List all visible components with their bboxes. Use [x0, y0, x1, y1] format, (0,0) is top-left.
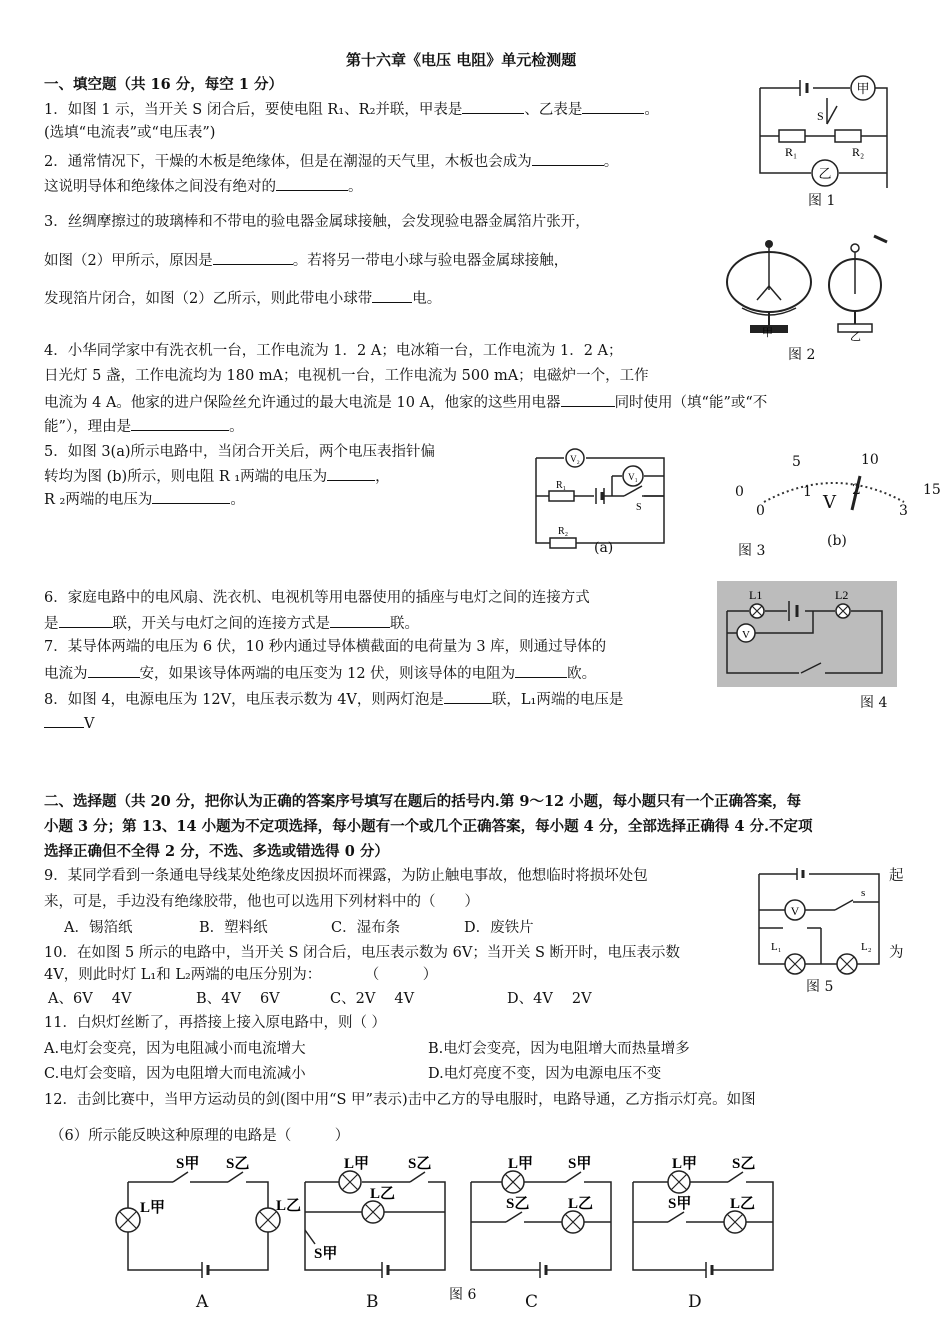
- section1-heading: 一、填空题（共 16 分，每空 1 分）: [44, 76, 283, 93]
- q6-text2c: 联。: [390, 616, 419, 632]
- figure6-circuit-c: [466, 1152, 616, 1282]
- q8-blank-b[interactable]: [44, 713, 84, 728]
- fig6c-s-jia: S甲: [568, 1156, 592, 1172]
- q3-line1: 3．丝绸摩擦过的玻璃棒和不带电的验电器金属球接触，会发现验电器金属箔片张开，: [44, 214, 590, 230]
- q10-option-a[interactable]: A、6V 4V: [48, 991, 132, 1007]
- q8-text: 8．如图 4，电源电压为 12V，电压表示数为 4V，则两灯泡是: [44, 692, 444, 708]
- fig6b-l-yi: L乙: [370, 1186, 396, 1202]
- fig3-r2-label: R₂: [558, 526, 569, 537]
- fig6a-s-jia: S甲: [176, 1156, 200, 1172]
- fig6b-l-jia: L甲: [344, 1156, 370, 1172]
- q5-blank-a[interactable]: [327, 466, 375, 481]
- fig2-label-a: 甲: [762, 327, 773, 339]
- q5-line3: [44, 489, 245, 510]
- q3-text2: 如图（2）甲所示，原因是: [44, 253, 213, 269]
- q4-text4b: 。: [229, 419, 244, 435]
- q2-blank-b[interactable]: [276, 176, 348, 191]
- q2-end: 。: [603, 154, 619, 170]
- section2-heading-2: 小题 3 分；第 13、14 小题为不定项选择，每小题有一个或几个正确答案，每小题 4 分，全部选择正确得 4 分.不定项: [44, 818, 813, 835]
- fig6a-l-yi: L乙: [276, 1198, 302, 1214]
- q2-end2: 。: [348, 179, 363, 195]
- fig5-l1-label: L₁: [771, 941, 782, 953]
- q6-text2: 是: [44, 616, 59, 632]
- fig3-scale-bottom-1: 1: [803, 484, 812, 500]
- fig1-meter-b: 乙: [818, 166, 832, 181]
- fig1-r2-label: R₂: [852, 145, 865, 159]
- q2-line1: [44, 151, 618, 172]
- q9-option-c[interactable]: C．湿布条: [331, 920, 401, 936]
- fig3-v1-label: V₁: [628, 472, 638, 482]
- fig6c-l-yi: L乙: [568, 1196, 594, 1212]
- fig4-meter-label: V: [742, 629, 750, 641]
- fig2-caption: 图 2: [788, 347, 816, 363]
- q4-line1: 4．小华同学家中有洗衣机一台，工作电流为 1．2 A；电冰箱一台，工作电流为 1．2 A；: [44, 343, 623, 359]
- fig3-scale-top-15: 15: [923, 482, 941, 498]
- figure6-circuit-b: [300, 1152, 450, 1282]
- fig5-l2-label: L₂: [861, 941, 872, 953]
- fig3-scale-bottom-2: 2: [852, 482, 861, 498]
- figure4-circuit: [717, 581, 897, 687]
- q11-option-c[interactable]: C.电灯会变暗，因为电阻增大而电流减小: [44, 1066, 306, 1082]
- q6-blank-a[interactable]: [59, 613, 113, 628]
- q4-line4: [44, 416, 244, 437]
- q10-line2: 4V，则此时灯 L₁和 L₂两端的电压分别为： （ ）: [44, 967, 438, 983]
- q3-text3b: 电。: [412, 291, 442, 307]
- fig6b-s-yi: S乙: [408, 1156, 432, 1172]
- q4-text4: 能”），理由是: [44, 419, 132, 435]
- q8-line2: [44, 713, 94, 734]
- q12-line2: （6）所示能反映这种原理的电路是（ ）: [50, 1128, 350, 1144]
- q11-option-a[interactable]: A.电灯会变亮，因为电阻减小而电流增大: [44, 1041, 306, 1057]
- fig6a-l-jia: L甲: [140, 1200, 166, 1216]
- q1-mid: 、乙表是: [524, 102, 583, 118]
- q5-text2: 转均为图 (b)所示，则电阻 R ₁两端的电压为: [44, 469, 328, 485]
- fig6c-l-jia: L甲: [508, 1156, 534, 1172]
- fig6-option-c[interactable]: C: [525, 1292, 539, 1312]
- q3-blank-b[interactable]: [372, 288, 412, 303]
- q7-line1: 7．某导体两端的电压为 6 伏，10 秒内通过导体横截面的电荷量为 3 库，则通过导体的: [44, 639, 607, 655]
- q7-blank-b[interactable]: [515, 663, 567, 678]
- q2-text2: 这说明导体和绝缘体之间没有绝对的: [44, 179, 276, 195]
- q9-line2: 来，可是，手边没有绝缘胶带，他也可以选用下列材料中的（ ）: [44, 894, 479, 910]
- q4-line3: [44, 392, 767, 413]
- q5-line1: 5．如图 3(a)所示电路中，当闭合开关后，两个电压表指针偏: [44, 444, 436, 460]
- q9-option-d[interactable]: D．废铁片: [464, 920, 534, 936]
- q8-blank-a[interactable]: [444, 689, 492, 704]
- q5-text3: R ₂两端的电压为: [44, 492, 153, 508]
- fig1-r1-label: R₁: [785, 145, 798, 159]
- q5-line2: [44, 466, 390, 487]
- fig3-v2-label: V₂: [570, 454, 580, 464]
- figure6-circuit-a: [118, 1152, 302, 1282]
- q3-blank-a[interactable]: [213, 250, 293, 265]
- q11-option-d[interactable]: D.电灯亮度不变，因为电源电压不变: [428, 1066, 662, 1082]
- q7-line2: [44, 663, 596, 684]
- fig6-option-a[interactable]: A: [196, 1292, 209, 1312]
- q11-option-b[interactable]: B.电灯会变亮，因为电阻增大而热量增多: [428, 1041, 690, 1057]
- fig3-r1-label: R₁: [556, 480, 567, 491]
- fig1-switch-label: S: [817, 109, 824, 123]
- fig1-meter-a: 甲: [856, 81, 870, 96]
- fig3-caption: 图 3: [738, 543, 766, 559]
- q5-text3b: 。: [230, 492, 245, 508]
- figure1-circuit: [755, 76, 895, 186]
- fig3-scale-bottom-0: 0: [756, 503, 765, 519]
- q2-text: 2．通常情况下，干燥的木板是绝缘体，但是在潮湿的天气里，木板也会成为: [44, 154, 532, 170]
- page-title: 第十六章《电压 电阻》单元检测题: [346, 51, 577, 69]
- q3-line3: [44, 288, 441, 309]
- q1-end: 。: [644, 102, 659, 118]
- fig3-scale-top-0: 0: [735, 484, 744, 500]
- q3-line2: [44, 250, 568, 271]
- q3-text2b: 。若将另一带电小球与验电器金属球接触，: [292, 253, 569, 269]
- q4-blank-b[interactable]: [131, 416, 229, 431]
- q7-text2: 电流为: [44, 666, 88, 682]
- q1-text: 1．如图 1 示，当开关 S 闭合后，要使电阻 R₁、R₂并联，甲表是: [44, 102, 463, 118]
- q10-option-d[interactable]: D、4V 2V: [507, 991, 592, 1007]
- fig4-l1-label: L1: [749, 588, 763, 602]
- fig5-caption: 图 5: [806, 979, 834, 995]
- q4-blank-a[interactable]: [561, 392, 615, 407]
- q1-line1: [44, 99, 659, 120]
- q4-line2: 日光灯 5 盏，工作电流均为 180 mA；电视机一台，工作电流为 500 mA；电磁炉一个，工作: [44, 368, 649, 384]
- fig3-scale-top-5: 5: [792, 454, 801, 470]
- q6-line1: 6．家庭电路中的电风扇、洗衣机、电视机等用电器使用的插座与电灯之间的连接方式: [44, 590, 590, 606]
- q7-blank-a[interactable]: [88, 663, 140, 678]
- figure2-electroscopes: [712, 230, 902, 343]
- fig5-meter-label: V: [790, 904, 800, 918]
- fig6-option-b[interactable]: B: [366, 1292, 379, 1312]
- q10-line1: 10．在如图 5 所示的电路中，当开关 S 闭合后，电压表示数为 6V；当开关 S 断开时，电压表示数: [44, 945, 680, 961]
- q10-option-c[interactable]: C、2V 4V: [330, 991, 415, 1007]
- q6-text2b: 联，开关与电灯之间的连接方式是: [112, 616, 330, 632]
- q2-blank-a[interactable]: [532, 151, 604, 166]
- fig3-scale-top-10: 10: [861, 452, 879, 468]
- q9-line1-tail: 起: [889, 868, 904, 884]
- q10-option-b[interactable]: B、4V 6V: [196, 991, 280, 1007]
- fig2-label-b: 乙: [850, 331, 861, 343]
- fig4-caption: 图 4: [860, 695, 888, 711]
- fig3-unit: V: [823, 492, 836, 513]
- section2-heading-3: 选择正确但不全得 2 分，不选、多选或错选得 0 分）: [44, 843, 389, 860]
- q9-option-b[interactable]: B．塑料纸: [199, 920, 268, 936]
- fig6a-s-yi: S乙: [226, 1156, 250, 1172]
- q5-text2b: ，: [375, 469, 390, 485]
- q6-blank-b[interactable]: [330, 613, 390, 628]
- q8-text-mid: 联，L₁两端的电压是: [491, 692, 624, 708]
- figure5-circuit: [757, 868, 883, 978]
- q8-unit: V: [84, 716, 95, 732]
- fig4-l2-label: L2: [835, 588, 849, 602]
- fig6-caption: 图 6: [449, 1287, 477, 1303]
- q9-line1: 9．某同学看到一条通电导线某处绝缘皮因损坏而裸露，为防止触电事故，他想临时将损坏处包: [44, 868, 648, 884]
- q9-option-a[interactable]: A．锡箔纸: [64, 920, 133, 936]
- fig6d-s-jia: S甲: [668, 1196, 692, 1212]
- q1-blank-a[interactable]: [462, 99, 524, 114]
- q1-blank-b[interactable]: [582, 99, 644, 114]
- q4-text3: 电流为 4 A。他家的进户保险丝允许通过的最大电流是 10 A，他家的这些用电器: [44, 395, 561, 411]
- fig3-scale-bottom-3: 3: [899, 503, 908, 519]
- q5-blank-b[interactable]: [152, 489, 230, 504]
- q10-line1-tail: 为: [889, 945, 904, 961]
- q12-line1: 12．击剑比赛中，当甲方运动员的剑(图中用“S 甲”表示)击中乙方的导电服时，电路导通，乙方指示灯亮。如图: [44, 1092, 756, 1108]
- figure6-circuit-d: [628, 1152, 778, 1282]
- section2-heading-1: 二、选择题（共 20 分，把你认为正确的答案序号填写在题后的括号内.第 9～12 小题，每小题只有一个正确答案，每: [44, 793, 802, 810]
- q1-line2: (选填“电流表”或“电压表”): [44, 125, 216, 141]
- q11-line1: 11．白炽灯丝断了，再搭接上接入原电路中，则（ ）: [44, 1015, 387, 1031]
- q4-text3b: 同时使用（填“能”或“不: [614, 395, 768, 411]
- fig3-label-b: (b): [827, 533, 847, 549]
- q8-line1: [44, 689, 623, 710]
- q7-text2b: 安，如果该导体两端的电压变为 12 伏，则该导体的电阻为: [139, 666, 516, 682]
- fig5-switch-label: s: [861, 887, 866, 899]
- q6-line2: [44, 613, 419, 634]
- q7-text2c: 欧。: [567, 666, 597, 682]
- fig6d-l-yi: L乙: [730, 1196, 756, 1212]
- fig6b-s-jia: S甲: [314, 1246, 338, 1262]
- fig3-switch-label: S: [636, 502, 642, 513]
- fig6c-s-yi: S乙: [506, 1196, 530, 1212]
- fig3-label-a: (a): [594, 540, 614, 556]
- fig6-option-d[interactable]: D: [688, 1292, 702, 1312]
- fig6d-l-jia: L甲: [672, 1156, 698, 1172]
- q3-text3: 发现箔片闭合，如图（2）乙所示，则此带电小球带: [44, 291, 373, 307]
- fig6d-s-yi: S乙: [732, 1156, 756, 1172]
- q2-line2: [44, 176, 363, 197]
- fig1-caption: 图 1: [808, 193, 836, 209]
